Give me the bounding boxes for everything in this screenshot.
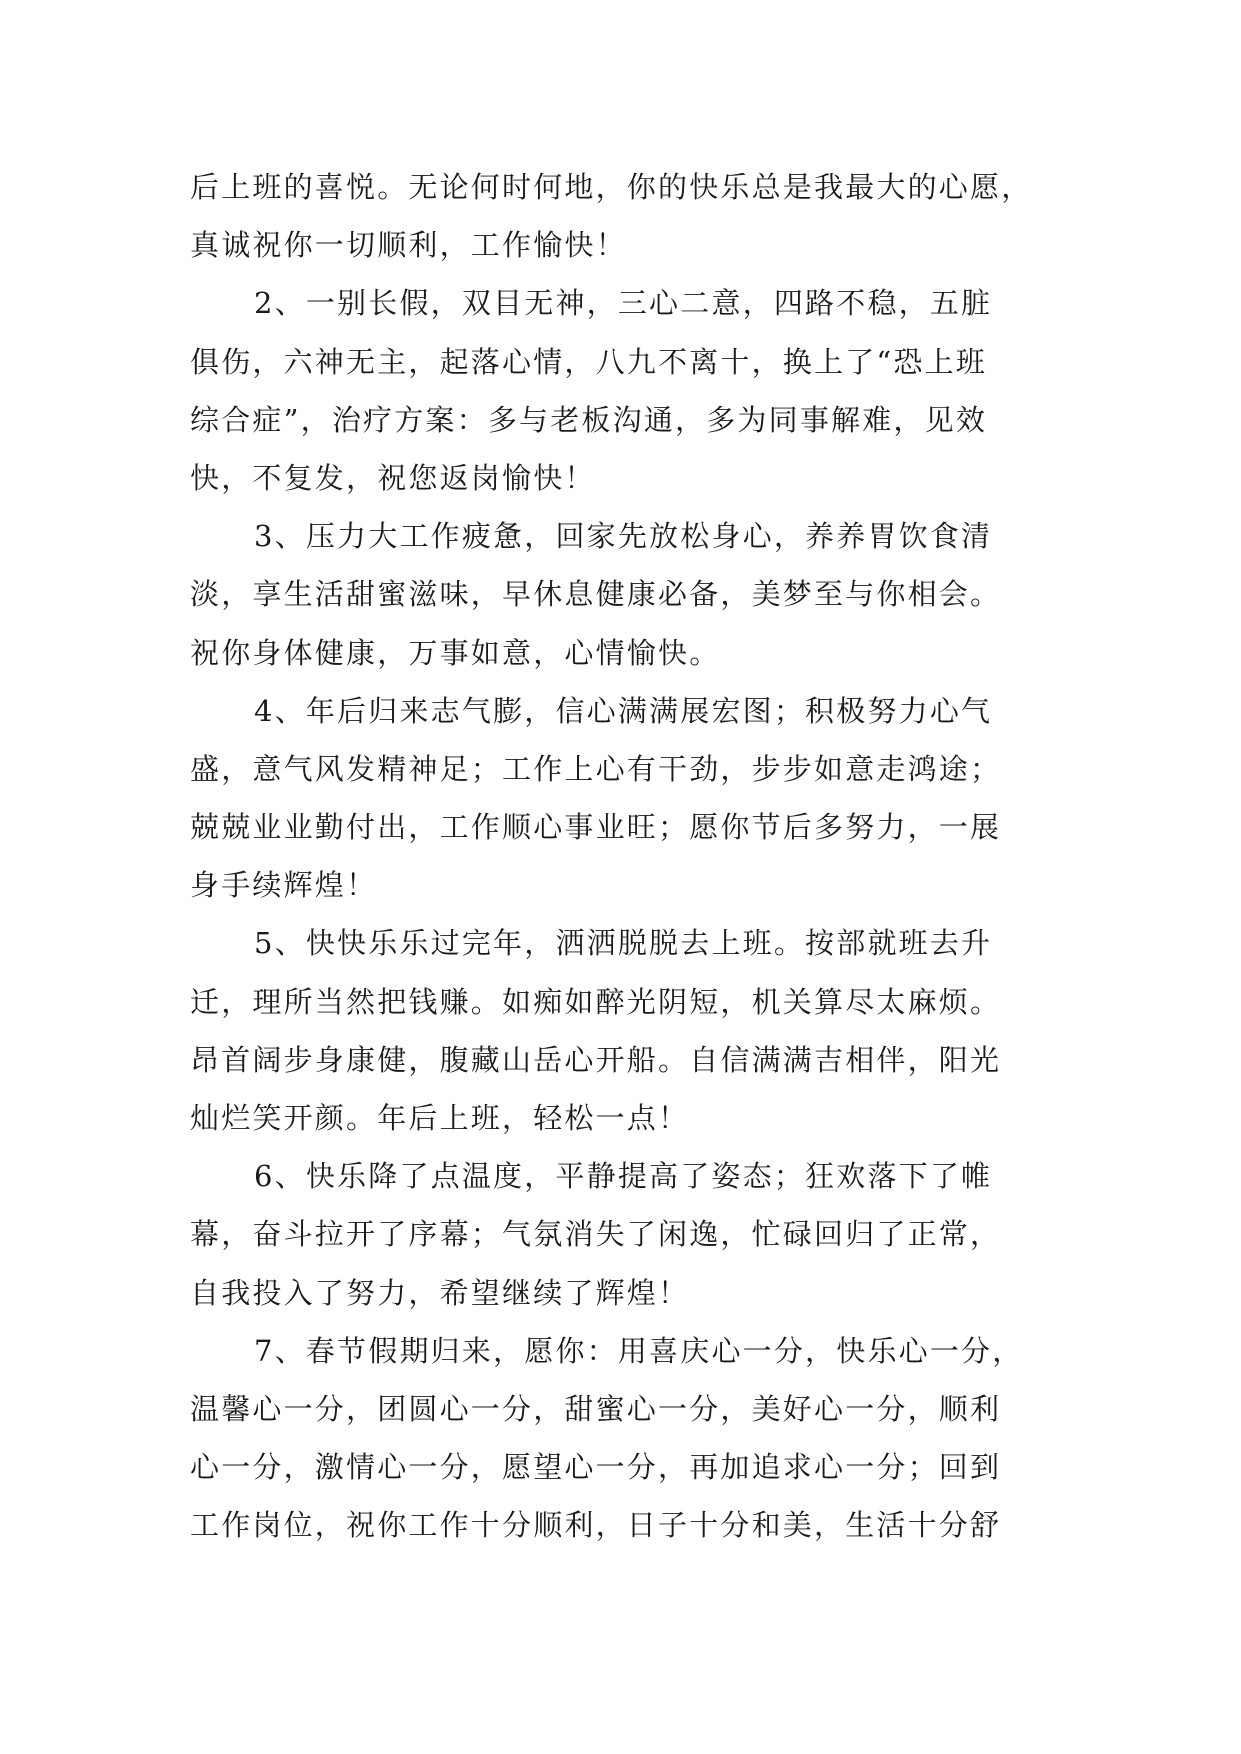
text-line: 昂首阔步身康健，腹藏山岳心开船。自信满满吉相伴，阳光: [190, 1042, 1002, 1077]
text-line: 后上班的喜悦。无论何时何地，你的快乐总是我最大的心愿，: [190, 170, 1033, 204]
text-line: 工作岗位，祝你工作十分顺利，日子十分和美，生活十分舒: [190, 1508, 1002, 1543]
text-line: 俱伤，六神无主，起落心情，八九不离十，换上了“恐上班: [190, 344, 988, 379]
document-body: [190, 158, 1050, 1555]
text-line: 温馨心一分，团圆心一分，甜蜜心一分，美好心一分，顺利: [190, 1391, 1002, 1426]
text-line: 淡，享生活甜蜜滋味，早休息健康必备，美梦至与你相会。: [190, 577, 1002, 612]
paragraph-start-line: 7、春节假期归来，愿你：用喜庆心一分，快乐心一分，: [254, 1333, 1024, 1368]
paragraph-start-line: 4、年后归来志气膨，信心满满展宏图；积极努力心气: [254, 693, 993, 728]
text-line: 灿烂笑开颜。年后上班，轻松一点！: [190, 1101, 690, 1135]
paragraph-start-line: 2、一别长假，双目无神，三心二意，四路不稳，五脏: [254, 286, 993, 321]
text-line: 快，不复发，祝您返岗愉快！: [190, 460, 596, 495]
paragraph-start-line: 3、压力大工作疲惫，回家先放松身心，养养胃饮食清: [254, 519, 993, 554]
text-line: 身手续辉煌！: [190, 868, 378, 903]
text-line: 盛，意气风发精神足；工作上心有干劲，步步如意走鸿途；: [190, 751, 1002, 786]
text-line: 综合症”，治疗方案：多与老板沟通，多为同事解难，见效: [190, 402, 988, 437]
text-line: 幕，奋斗拉开了序幕；气氛消失了闲逸，忙碌回归了正常，: [190, 1217, 1002, 1252]
text-line: 自我投入了努力，希望继续了辉煌！: [190, 1275, 690, 1310]
text-line: 祝你身体健康，万事如意，心情愉快。: [190, 635, 721, 670]
text-line: 兢兢业业勤付出，工作顺心事业旺；愿你节后多努力，一展: [190, 810, 1002, 845]
text-line: 心一分，激情心一分，愿望心一分，再加追求心一分；回到: [190, 1450, 1002, 1485]
text-line: 真诚祝你一切顺利，工作愉快！: [190, 228, 627, 263]
paragraph-start-line: 5、快快乐乐过完年，洒洒脱脱去上班。按部就班去升: [254, 926, 993, 961]
text-line: 迁，理所当然把钱赚。如痴如醉光阴短，机关算尽太麻烦。: [190, 984, 1002, 1019]
paragraph-start-line: 6、快乐降了点温度，平静提高了姿态；狂欢落下了帷: [254, 1159, 993, 1194]
